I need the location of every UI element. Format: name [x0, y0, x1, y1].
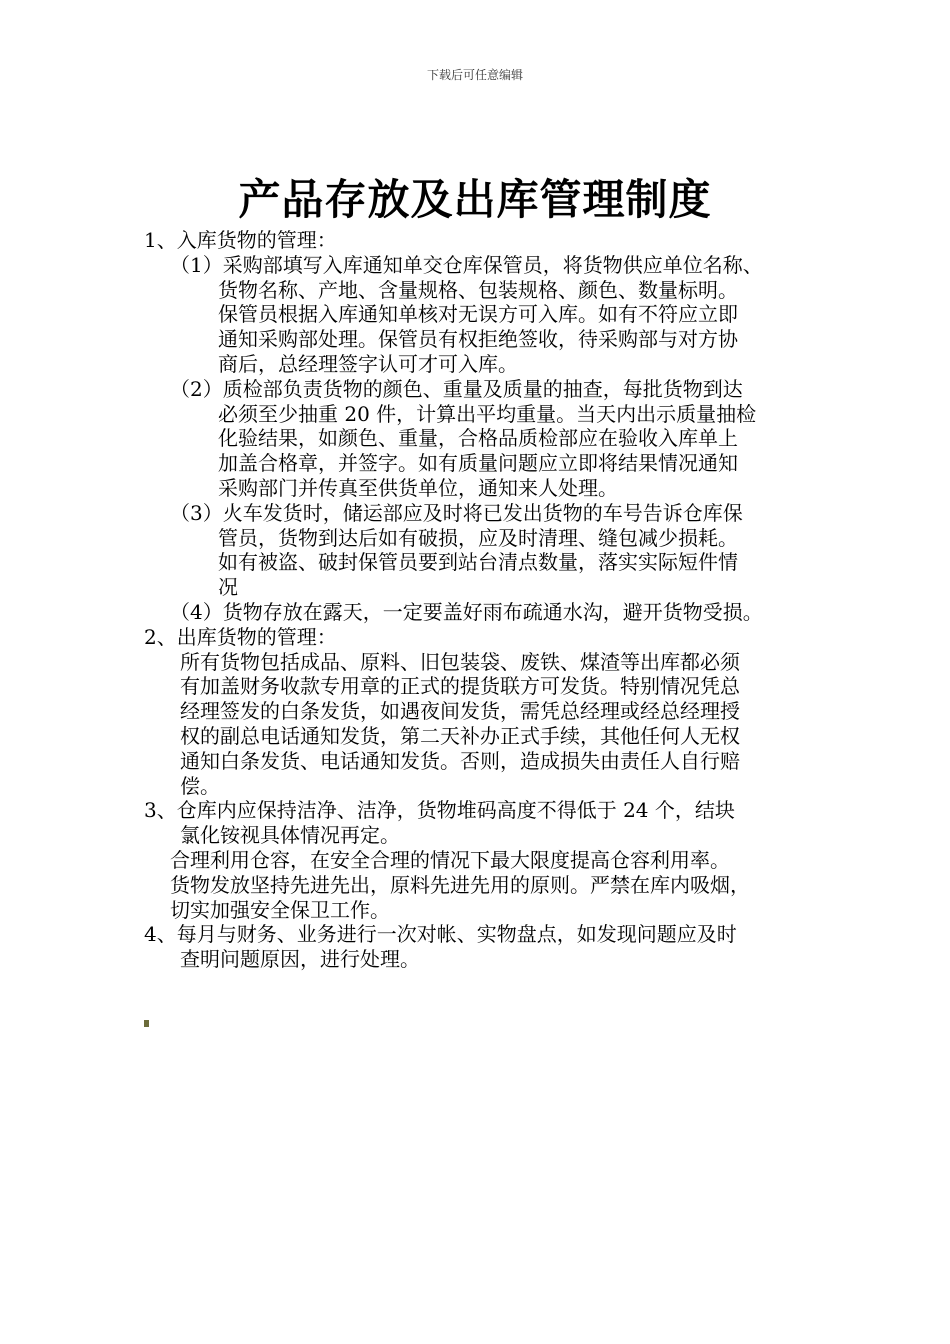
body-line: 如有被盗、破封保管员要到站台清点数量，落实实际短件情 [218, 550, 738, 575]
body-line: 偿。 [180, 773, 220, 798]
body-line: 有加盖财务收款专用章的正式的提货联方可发货。特别情况凭总 [180, 674, 740, 699]
body-line: 经理签发的白条发货，如遇夜间发货，需凭总经理或经总经理授 [180, 699, 740, 724]
body-line: 况 [218, 575, 238, 600]
body-line: （4）货物存放在露天，一定要盖好雨布疏通水沟，避开货物受损。 [170, 600, 763, 624]
body-line: 1、入库货物的管理： [144, 228, 337, 252]
body-line: （1）采购部填写入库通知单交仓库保管员，将货物供应单位名称、 [170, 252, 763, 277]
body-line: 保管员根据入库通知单核对无误方可入库。如有不符应立即 [218, 302, 738, 327]
body-line: 采购部门并传真至供货单位，通知来人处理。 [218, 476, 618, 500]
body-line: 加盖合格章，并签字。如有质量问题应立即将结果情况通知 [218, 451, 738, 476]
body-line: 2、出库货物的管理： [144, 624, 337, 649]
page-header-note: 下载后可任意编辑 [426, 68, 523, 82]
body-line: 化验结果，如颜色、重量，合格品质检部应在验收入库单上 [218, 426, 738, 451]
body-line: 管员，货物到达后如有破损，应及时清理、缝包减少损耗。 [218, 525, 738, 550]
body-line: 查明问题原因，进行处理。 [180, 947, 420, 972]
body-line: 4、每月与财务、业务进行一次对帐、实物盘点，如发现问题应及时 [144, 922, 737, 947]
body-line: 通知采购部处理。保管员有权拒绝签收，待采购部与对方协 [218, 327, 738, 352]
document-title: 产品存放及出库管理制度 [238, 175, 712, 224]
body-line: 切实加强安全保卫工作。 [170, 897, 390, 922]
body-line: （2）质检部负责货物的颜色、重量及质量的抽查，每批货物到达 [170, 376, 743, 401]
body-line: 通知白条发货、电话通知发货。否则，造成损失由责任人自行赔 [180, 748, 740, 773]
small-mark-icon [144, 1020, 149, 1027]
body-line: 所有货物包括成品、原料、旧包装袋、废铁、煤渣等出库都必须 [180, 649, 740, 674]
body-line: 货物名称、产地、含量规格、包装规格、颜色、数量标明。 [218, 277, 738, 302]
body-line: 氯化铵视具体情况再定。 [180, 823, 400, 848]
body-line: 货物发放坚持先进先出，原料先进先用的原则。严禁在库内吸烟， [170, 872, 750, 897]
body-line: 3、仓库内应保持洁净、洁净，货物堆码高度不得低于 24 个，结块 [144, 798, 735, 823]
body-line: 必须至少抽重 20 件，计算出平均重量。当天内出示质量抽检 [218, 401, 757, 426]
body-line: （3）火车发货时，储运部应及时将已发出货物的车号告诉仓库保 [170, 500, 743, 525]
body-line: 权的副总电话通知发货，第二天补办正式手续，其他任何人无权 [180, 724, 740, 748]
body-line: 商后，总经理签字认可才可入库。 [218, 352, 518, 376]
body-line: 合理利用仓容，在安全合理的情况下最大限度提高仓容利用率。 [170, 848, 730, 872]
